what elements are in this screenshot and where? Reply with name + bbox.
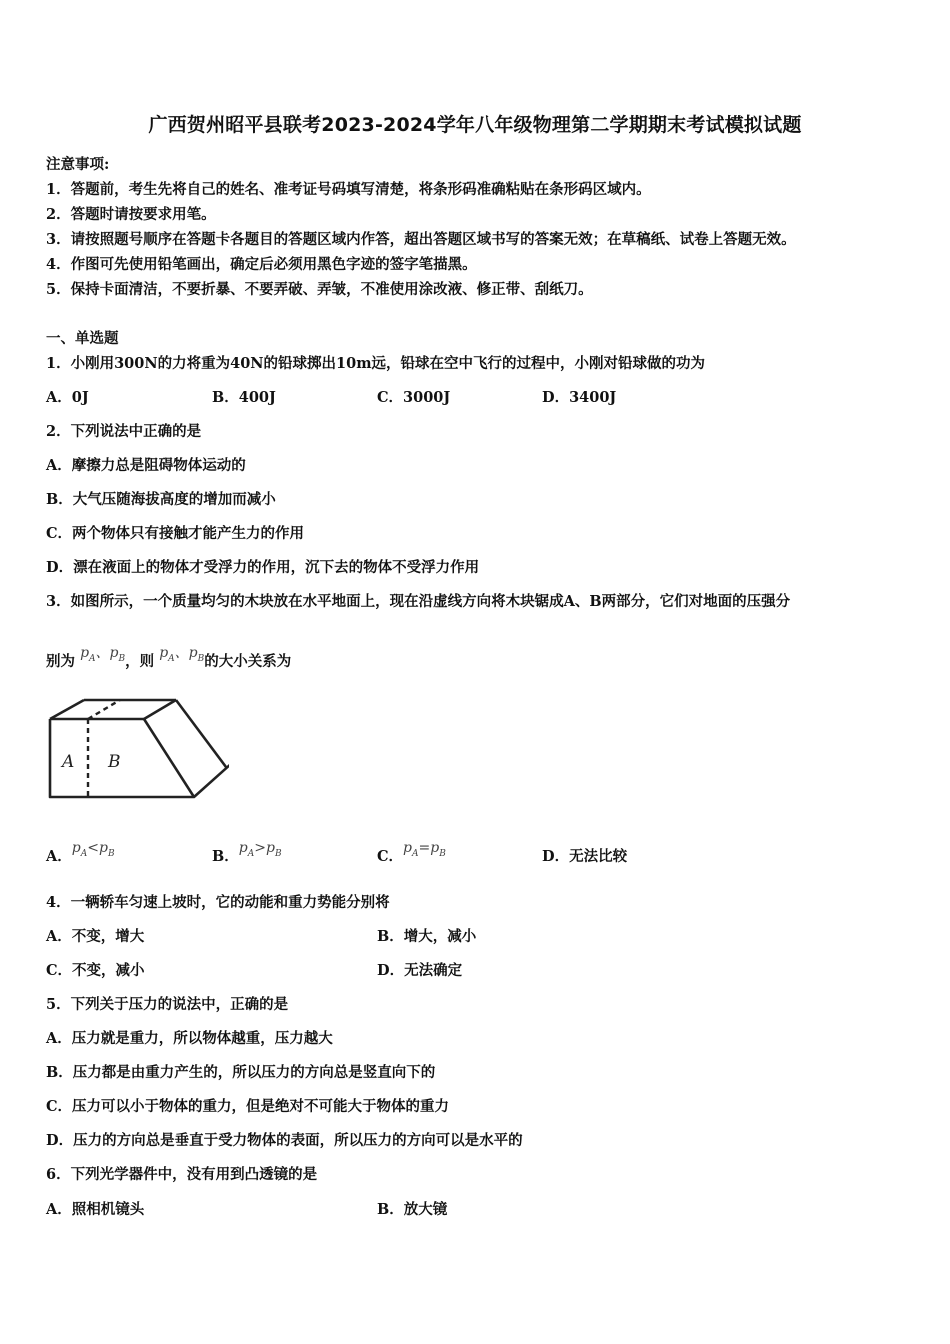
q3-formula-pa-pb: $p_A$、$p_B$ <box>80 645 126 664</box>
notice-item-4: 4．作图可先使用铅笔画出，确定后必须用黑色字迹的签字笔描黑。 <box>46 256 477 273</box>
notice-item-2: 2．答题时请按要求用笔。 <box>46 206 216 223</box>
q3-option-a: A．$p_A<p_B$ <box>46 840 115 865</box>
q4-option-b: B．增大，减小 <box>377 928 477 945</box>
q2-option-d: D．漂在液面上的物体才受浮力的作用，沉下去的物体不受浮力作用 <box>46 559 480 576</box>
q3-option-a-formula: $p_A<p_B$ <box>71 840 115 859</box>
figure-label-a: A <box>62 752 75 772</box>
q3-formula-pa-pb-2: $p_A$、$p_B$ <box>159 645 205 664</box>
q4-option-a: A．不变，增大 <box>46 928 145 945</box>
q3-option-d: D．无法比较 <box>542 848 628 865</box>
notice-heading: 注意事项: <box>46 156 110 173</box>
q3-stem-line1: 3．如图所示，一个质量均匀的木块放在水平地面上，现在沿虚线方向将木块锯成A、B两部分，它们对地面的压强分 <box>46 593 791 610</box>
notice-item-3: 3．请按照题号顺序在答题卡各题目的答题区域内作答，超出答题区域书写的答案无效；在草稿纸、试卷上答题无效。 <box>46 231 796 248</box>
q5-option-d: D．压力的方向总是垂直于受力物体的表面，所以压力的方向可以是水平的 <box>46 1132 523 1149</box>
notice-item-5: 5．保持卡面清洁，不要折暴、不要弄破、弄皱，不准使用涂改液、修正带、刮纸刀。 <box>46 281 593 298</box>
notice-item-1: 1．答题前，考生先将自己的姓名、准考证号码填写清楚，将条形码准确粘贴在条形码区域内。 <box>46 181 651 198</box>
q3-option-c-formula: $p_A=p_B$ <box>403 840 446 859</box>
exam-title: 广西贺州昭平县联考2023-2024学年八年级物理第二学期期末考试模拟试题 <box>148 114 802 136</box>
q3-stem-line2 <box>46 645 292 673</box>
q6-option-a: A．照相机镜头 <box>46 1201 145 1218</box>
q1-option-a: A．0J <box>46 389 89 406</box>
q6-option-b: B．放大镜 <box>377 1201 448 1218</box>
q5-stem: 5．下列关于压力的说法中，正确的是 <box>46 996 289 1013</box>
q5-option-a: A．压力就是重力，所以物体越重，压力越大 <box>46 1030 333 1047</box>
q1-option-c: C．3000J <box>377 389 451 406</box>
q3-stem-mid: ，则 <box>125 653 155 670</box>
q2-option-c: C．两个物体只有接触才能产生力的作用 <box>46 525 305 542</box>
q3-stem-end: 的大小关系为 <box>204 653 292 670</box>
q4-option-c: C．不变，减小 <box>46 962 145 979</box>
cut-line-top <box>88 700 120 719</box>
q3-option-b-formula: $p_A>p_B$ <box>238 840 282 859</box>
section-heading: 一、单选题 <box>46 330 119 347</box>
q1-stem: 1．小刚用300N的力将重为40N的铅球掷出10m远，铅球在空中飞行的过程中，小刚对铅球做的功为 <box>46 355 706 372</box>
figure-label-b: B <box>108 752 121 772</box>
wood-block-figure <box>44 695 229 805</box>
q4-option-d: D．无法确定 <box>377 962 463 979</box>
q2-option-a: A．摩擦力总是阻碍物体运动的 <box>46 457 246 474</box>
q3-option-b: B．$p_A>p_B$ <box>212 840 282 865</box>
q6-stem: 6．下列光学器件中，没有用到凸透镜的是 <box>46 1166 318 1183</box>
q1-option-d: D．3400J <box>542 389 617 406</box>
q2-stem: 2．下列说法中正确的是 <box>46 423 202 440</box>
block-front-outline <box>50 719 229 797</box>
q1-option-b: B．400J <box>212 389 276 406</box>
q5-option-b: B．压力都是由重力产生的，所以压力的方向总是竖直向下的 <box>46 1064 436 1081</box>
q3-option-c: C．$p_A=p_B$ <box>377 840 446 865</box>
q4-stem: 4．一辆轿车匀速上坡时，它的动能和重力势能分别将 <box>46 894 390 911</box>
q5-option-c: C．压力可以小于物体的重力，但是绝对不可能大于物体的重力 <box>46 1098 450 1115</box>
q3-stem-prefix: 别为 <box>46 653 75 670</box>
q2-option-b: B．大气压随海拔高度的增加而减小 <box>46 491 276 508</box>
